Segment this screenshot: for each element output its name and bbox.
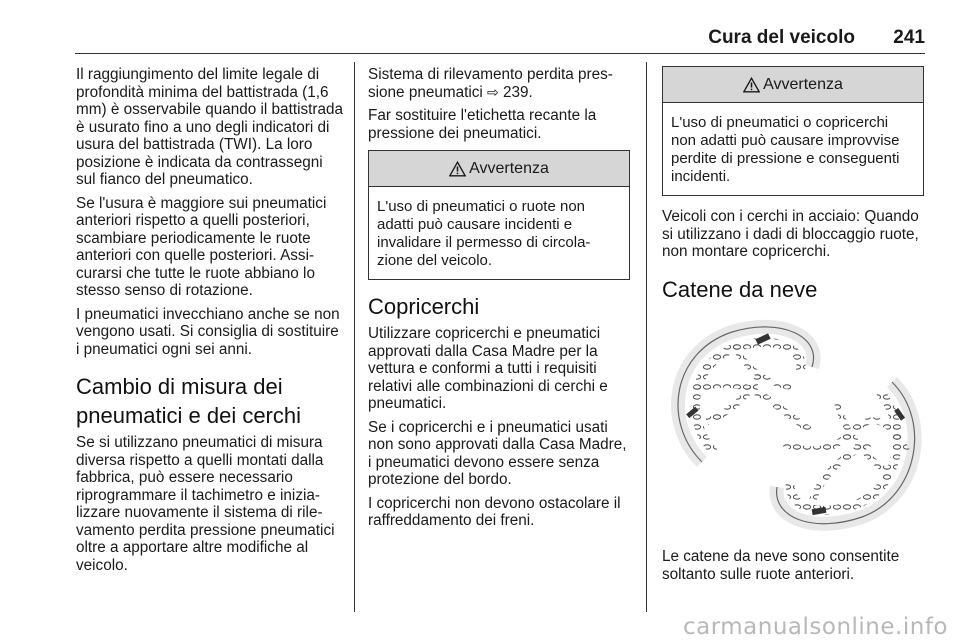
page-header — [75, 24, 925, 54]
heading-hubcaps: Copricerchi — [368, 294, 480, 319]
cross-reference-arrow-icon: ⇨ — [487, 83, 499, 100]
paragraph-label: Far sostituire l'etichetta recante la pressione dei pneumatici. — [368, 107, 597, 142]
column-2 — [368, 66, 634, 536]
warning-title: Avvertenza — [763, 75, 843, 93]
paragraph-twi: Il raggiungimento del limite legale di profondità minima del battistrada (1,6 mm) è osservabile quando il battistrada è usurato fino a uno degli indicatori di usura del battistrada (TWI). La loro posizione è indicata da contrassegni sul fianco del pneumatico. — [76, 66, 343, 188]
column-divider-1 — [354, 62, 355, 612]
paragraph-aging: I pneumatici invecchiano anche se non vengono usati. Si consiglia di sostituire i pneumatici ogni sei anni. — [76, 305, 340, 358]
column-divider-2 — [646, 62, 647, 612]
warning-body: L'uso di pneumatici o copricerchi non adatti può causare improvvise perdite di pressione e conseguenti incidenti. — [671, 114, 900, 185]
warning-box-tyres — [368, 150, 630, 280]
warning-title: Avvertenza — [469, 159, 549, 177]
paragraph-tpms-ref — [368, 66, 634, 101]
paragraph-hubcaps-approved: Utilizzare copricerchi e pneumatici approvati dalla Casa Madre per la vettura e conformi a tutti i requisiti relativi alle combinazioni di cerchi e pneumatici. — [368, 325, 608, 412]
paragraph-steel-rims: Veicoli con i cerchi in acciaio: Quando si utilizzano i dadi di bloccaggio ruote, non montare copricerchi. — [662, 208, 919, 260]
warning-header — [369, 151, 629, 187]
section-title: Cura del veicolo — [708, 27, 855, 48]
warning-header — [663, 67, 923, 103]
paragraph-rotation: Se l'usura è maggiore sui pneumatici anteriori rispetto a quelli posteriori, scambiare periodicamente le ruote anteriori con quelle posteriori. Assicurarsi che tutte le ruote abbiano lo stesso senso di rotazione. — [76, 194, 327, 299]
page-number: 241 — [893, 27, 925, 48]
column-3 — [662, 66, 928, 589]
tpms-ref-text: Sistema di rilevamento perdita pressione pneumatici — [368, 66, 613, 101]
tpms-ref-page[interactable]: 239. — [503, 83, 533, 101]
snow-chains-illustration — [662, 312, 924, 534]
paragraph-hubcaps-rim: Se i copricerchi e i pneumatici usati non sono approvati dalla Casa Madre, i pneumatici devono essere senza protezione del bordo. — [368, 418, 627, 488]
heading-tyre-size-change: Cambio di misura dei pneumatici e dei cerchi — [76, 374, 302, 428]
warning-box-hubcaps — [662, 66, 924, 196]
paragraph-size-change: Se si utilizzano pneumatici di misura diversa rispetto a quelli montati dalla fabbrica, può essere necessario riprogrammare il tachimetro e inizializzare nuovamente il sistema di rilevamento perdita pressione pneumatici oltre a apportare altre modifiche al veicolo. — [76, 434, 335, 574]
heading-snow-chains: Catene da neve — [662, 276, 818, 302]
paragraph-hubcaps-brakes: I copricerchi non devono ostacolare il raffreddamento dei freni. — [368, 494, 621, 529]
warning-triangle-icon — [743, 77, 760, 93]
warning-triangle-icon — [449, 161, 466, 177]
watermark: carmanualsonline.info — [682, 614, 948, 640]
warning-body: L'uso di pneumatici o ruote non adatti può causare incidenti e invalidare il permesso di circolazione del veicolo. — [377, 198, 591, 269]
paragraph-front-wheels: Le catene da neve sono consentite soltanto sulle ruote anteriori. — [662, 548, 900, 583]
column-1 — [76, 66, 344, 580]
